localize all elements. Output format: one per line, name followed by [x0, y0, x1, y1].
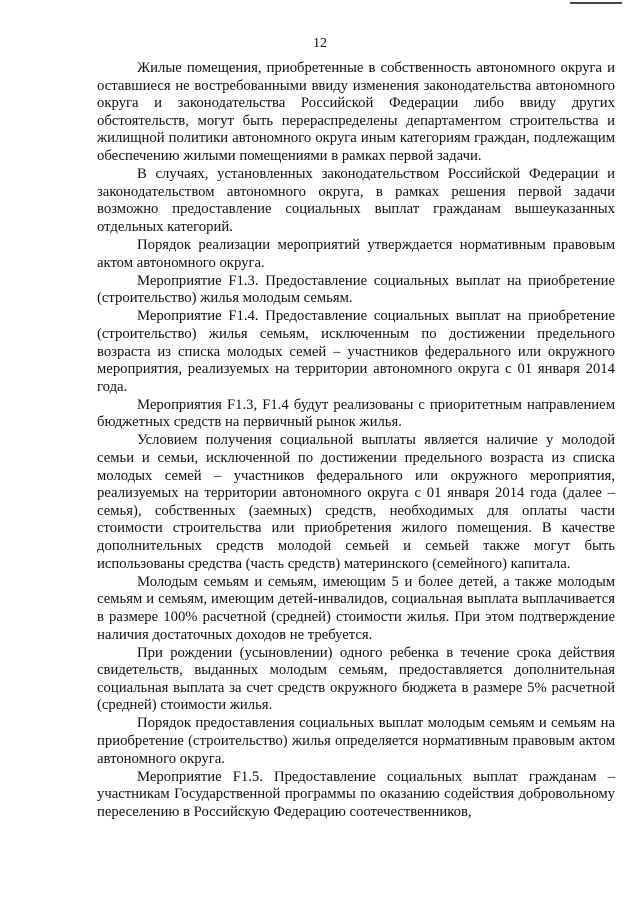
paragraph: В случаях, установленных законодательством Российской Федерации и законодательством автономного округа, в рамках решения первой задачи возможно предоставление социальных выплат гражданам вышеуказанных отдельных категорий. [97, 166, 615, 235]
paragraph: Условием получения социальной выплаты является наличие у молодой семьи и семьи, исключенной по достижении предельного возраста из списка молодых семей – участников федерального или окружного мероприятия, реализуемых на территории автономного округа с 01 января 2014 года (далее – семья), собственных (заемных) средств, необходимых для оплаты части стоимости строительства или приобретения жилого помещения. В качестве дополнительных средств молодой семьей и семьей также могут быть использованы средства (часть средств) материнского (семейного) капитала. [97, 432, 615, 572]
document-body [97, 60, 615, 822]
paragraph: Мероприятие F1.3. Предоставление социальных выплат на приобретение (строительство) жилья молодым семьям. [97, 272, 615, 307]
paragraph: Мероприятие F1.5. Предоставление социальных выплат гражданам – участникам Государственной программы по оказанию содействия добровольному переселению в Российскую Федерацию соотечественников, [97, 768, 615, 820]
paragraph: Мероприятие F1.4. Предоставление социальных выплат на приобретение (строительство) жилья семьям, исключенным по достижении предельного возраста из списка молодых семей – участников федерального или окружного мероприятия, реализуемых на территории автономного округа с 01 января 2014 года. [97, 308, 615, 395]
page-number: 12 [313, 36, 327, 51]
paragraph: Мероприятия F1.3, F1.4 будут реализованы с приоритетным направлением бюджетных средств на первичный рынок жилья. [97, 396, 615, 431]
paragraph: При рождении (усыновлении) одного ребенка в течение срока действия свидетельств, выданных молодым семьям, предоставляется дополнительная социальная выплата за счет средств окружного бюджета в размере 5% расчетной (средней) стоимости жилья. [97, 644, 615, 714]
paragraph: Порядок предоставления социальных выплат молодым семьям и семьям на приобретение (строительство) жилья определяется нормативным правовым актом автономного округа. [97, 715, 615, 767]
paragraph: Порядок реализации мероприятий утверждается нормативным правовым актом автономного округа. [97, 236, 615, 271]
paragraph: Жилые помещения, приобретенные в собственность автономного округа и оставшиеся не востребованными ввиду изменения законодательства автономного округа и законодательства Российской Федерации либо ввиду других обстоятельств, могут быть перераспределены департаментом строительства и жилищной политики автономного округа иным категориям граждан, подлежащим обеспечению жилыми помещениями в рамках первой задачи. [97, 60, 615, 164]
paragraph: Молодым семьям и семьям, имеющим 5 и более детей, а также молодым семьям и семьям, имеющим детей-инвалидов, социальная выплата выплачивается в размере 100% расчетной (средней) стоимости жилья. При этом подтверждение наличия достаточных доходов не требуется. [97, 573, 615, 643]
corner-mark [570, 2, 622, 4]
